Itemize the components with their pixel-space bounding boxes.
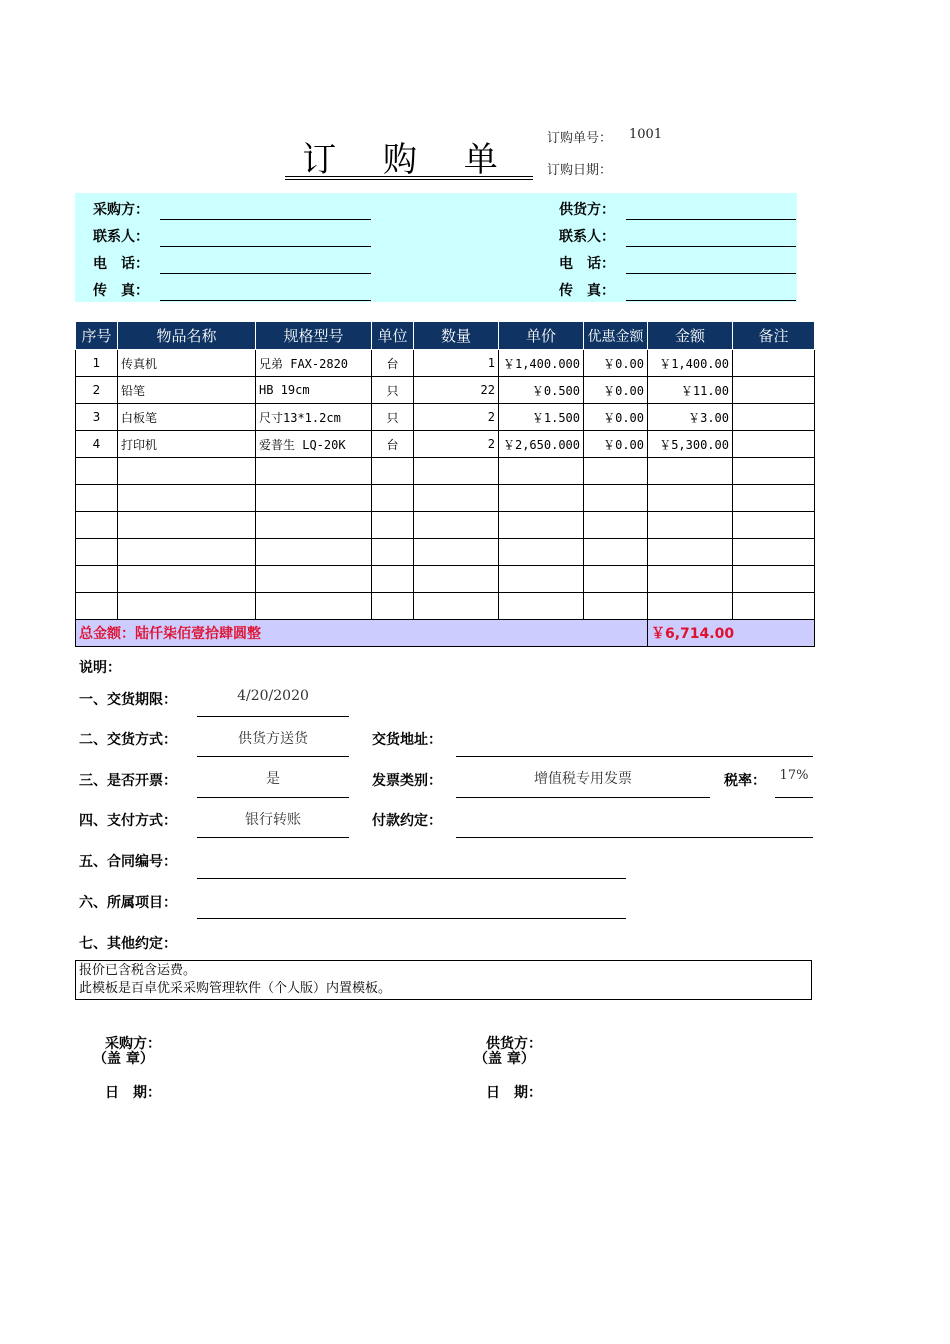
buyer-phone-field[interactable]: [160, 272, 371, 274]
buyer-fax-label: 传 真：: [93, 283, 149, 299]
order-number-label: 订购单号：: [547, 131, 613, 146]
cell-unit-price[interactable]: [499, 566, 584, 593]
delivery-method-label: 二、交货方式：: [79, 732, 177, 748]
col-header-item-name: 物品名称: [118, 322, 256, 350]
contract-number-label: 五、合同编号：: [79, 854, 177, 870]
tax-rate-field[interactable]: 17%: [775, 768, 813, 798]
cell-quantity[interactable]: 22: [414, 377, 499, 404]
sign-buyer-label: 采购方：: [105, 1036, 161, 1052]
cell-remark[interactable]: [733, 539, 815, 566]
cell-item-name[interactable]: 白板笔: [118, 404, 256, 431]
total-amount-value: ￥6,714.00: [648, 620, 815, 647]
cell-item-name[interactable]: [118, 512, 256, 539]
cell-unit[interactable]: [372, 593, 414, 620]
col-header-remark: 备注: [733, 322, 815, 350]
cell-item-name[interactable]: [118, 539, 256, 566]
cell-index[interactable]: [76, 485, 118, 512]
buyer-fax-field[interactable]: [160, 299, 371, 301]
cell-amount[interactable]: ￥5,300.00: [648, 431, 733, 458]
cell-unit-price[interactable]: ￥1.500: [499, 404, 584, 431]
table-row: [76, 566, 815, 593]
col-header-spec: 规格型号: [256, 322, 372, 350]
cell-item-name[interactable]: 传真机: [118, 350, 256, 377]
invoice-type-field[interactable]: 增值税专用发票: [456, 768, 710, 798]
cell-remark[interactable]: [733, 377, 815, 404]
cell-quantity[interactable]: [414, 593, 499, 620]
items-table: [75, 321, 815, 647]
cell-unit[interactable]: 台: [372, 350, 414, 377]
cell-remark[interactable]: [733, 404, 815, 431]
payment-method-label: 四、支付方式：: [79, 813, 177, 829]
cell-item-name[interactable]: [118, 485, 256, 512]
cell-item-name[interactable]: 打印机: [118, 431, 256, 458]
supplier-phone-field[interactable]: [626, 272, 796, 274]
cell-spec[interactable]: [256, 458, 372, 485]
tax-rate-label: 税率：: [724, 773, 766, 789]
cell-index[interactable]: [76, 512, 118, 539]
other-terms-notes[interactable]: [75, 960, 812, 1000]
title-underline-double: [285, 179, 533, 180]
table-row: [76, 512, 815, 539]
cell-spec[interactable]: [256, 485, 372, 512]
buyer-contact-field[interactable]: [160, 245, 371, 247]
payment-method-field[interactable]: 银行转账: [197, 809, 349, 838]
col-header-index: 序号: [76, 322, 118, 350]
cell-quantity[interactable]: 1: [414, 350, 499, 377]
cell-unit[interactable]: [372, 458, 414, 485]
table-row: [76, 404, 815, 431]
col-header-amount: 金额: [648, 322, 733, 350]
supplier-fax-label: 传 真：: [559, 283, 615, 299]
buyer-field[interactable]: [160, 218, 371, 220]
cell-remark[interactable]: [733, 566, 815, 593]
cell-item-name[interactable]: [118, 566, 256, 593]
buyer-phone-label: 电 话：: [93, 256, 149, 272]
cell-unit-price[interactable]: [499, 458, 584, 485]
col-header-unit-price: 单价: [499, 322, 584, 350]
page-title: 订 购 单: [302, 140, 516, 180]
cell-amount[interactable]: [648, 485, 733, 512]
supplier-fax-field[interactable]: [626, 299, 796, 301]
delivery-method-field[interactable]: 供货方送货: [197, 728, 349, 757]
cell-unit-price[interactable]: ￥1,400.000: [499, 350, 584, 377]
supplier-contact-label: 联系人：: [559, 229, 615, 245]
cell-spec[interactable]: 尺寸13*1.2cm: [256, 404, 372, 431]
cell-unit-price[interactable]: [499, 539, 584, 566]
cell-discount[interactable]: ￥0.00: [584, 431, 648, 458]
cell-index[interactable]: [76, 593, 118, 620]
cell-spec[interactable]: [256, 566, 372, 593]
sign-supplier-date-label: 日 期：: [486, 1085, 542, 1101]
payment-terms-field[interactable]: [456, 809, 813, 838]
cell-quantity[interactable]: [414, 458, 499, 485]
invoice-type-label: 发票类别：: [372, 773, 442, 789]
cell-remark[interactable]: [733, 350, 815, 377]
buyer-contact-label: 联系人：: [93, 229, 149, 245]
notes-line-2: 此模板是百卓优采采购管理软件（个人版）内置模板。: [79, 981, 392, 996]
cell-amount[interactable]: [648, 512, 733, 539]
cell-quantity[interactable]: [414, 539, 499, 566]
cell-unit-price[interactable]: [499, 485, 584, 512]
cell-discount[interactable]: [584, 512, 648, 539]
delivery-deadline-label: 一、交货期限：: [79, 692, 177, 708]
order-date-label: 订购日期：: [547, 163, 613, 178]
cell-remark[interactable]: [733, 485, 815, 512]
cell-unit[interactable]: 只: [372, 377, 414, 404]
cell-discount[interactable]: [584, 539, 648, 566]
cell-index[interactable]: 3: [76, 404, 118, 431]
cell-discount[interactable]: [584, 458, 648, 485]
table-row: [76, 350, 815, 377]
cell-index[interactable]: 1: [76, 350, 118, 377]
supplier-field[interactable]: [626, 218, 796, 220]
cell-amount[interactable]: ￥11.00: [648, 377, 733, 404]
cell-unit-price[interactable]: [499, 593, 584, 620]
cell-amount[interactable]: [648, 539, 733, 566]
table-row: [76, 377, 815, 404]
cell-spec[interactable]: [256, 539, 372, 566]
col-header-discount: 优惠金额: [584, 322, 648, 350]
cell-discount[interactable]: [584, 566, 648, 593]
total-row: [76, 620, 815, 647]
cell-discount[interactable]: ￥0.00: [584, 404, 648, 431]
cell-amount[interactable]: ￥3.00: [648, 404, 733, 431]
cell-quantity[interactable]: 2: [414, 404, 499, 431]
delivery-address-label: 交货地址：: [372, 732, 442, 748]
contract-number-field[interactable]: [197, 850, 626, 879]
cell-unit[interactable]: [372, 566, 414, 593]
project-field[interactable]: [197, 890, 626, 919]
cell-discount[interactable]: [584, 485, 648, 512]
supplier-label: 供货方：: [559, 202, 615, 218]
cell-remark[interactable]: [733, 458, 815, 485]
cell-spec[interactable]: [256, 593, 372, 620]
cell-item-name[interactable]: [118, 593, 256, 620]
cell-amount[interactable]: [648, 593, 733, 620]
cell-spec[interactable]: HB 19cm: [256, 377, 372, 404]
cell-unit[interactable]: 台: [372, 431, 414, 458]
cell-amount[interactable]: ￥1,400.00: [648, 350, 733, 377]
sign-buyer-seal: （盖 章）: [93, 1051, 154, 1067]
cell-spec[interactable]: 爱普生 LQ-20K: [256, 431, 372, 458]
delivery-deadline-field[interactable]: 4/20/2020: [197, 688, 349, 717]
cell-spec[interactable]: [256, 512, 372, 539]
sign-supplier-seal: （盖 章）: [474, 1051, 535, 1067]
total-amount-words: 总金额：陆仟柒佰壹拾肆圆整: [76, 620, 648, 647]
cell-index[interactable]: 2: [76, 377, 118, 404]
cell-quantity[interactable]: [414, 485, 499, 512]
buyer-label: 采购方：: [93, 202, 149, 218]
project-label: 六、所属项目：: [79, 895, 177, 911]
terms-heading: 说明：: [79, 660, 121, 676]
table-row: [76, 539, 815, 566]
cell-index[interactable]: [76, 566, 118, 593]
table-row: [76, 431, 815, 458]
supplier-contact-field[interactable]: [626, 245, 796, 247]
notes-line-1: 报价已含税含运费。: [79, 963, 197, 978]
other-terms-label: 七、其他约定：: [79, 936, 177, 952]
cell-unit-price[interactable]: ￥0.500: [499, 377, 584, 404]
invoice-field[interactable]: 是: [197, 768, 349, 798]
cell-amount[interactable]: [648, 458, 733, 485]
cell-unit[interactable]: [372, 485, 414, 512]
sign-buyer-date-label: 日 期：: [105, 1085, 161, 1101]
cell-remark[interactable]: [733, 593, 815, 620]
cell-discount[interactable]: [584, 593, 648, 620]
cell-unit[interactable]: [372, 512, 414, 539]
col-header-unit: 单位: [372, 322, 414, 350]
table-header-row: [76, 322, 815, 350]
cell-amount[interactable]: [648, 566, 733, 593]
cell-unit-price[interactable]: [499, 512, 584, 539]
cell-index[interactable]: [76, 458, 118, 485]
cell-remark[interactable]: [733, 512, 815, 539]
cell-item-name[interactable]: 铅笔: [118, 377, 256, 404]
table-row: [76, 593, 815, 620]
cell-discount[interactable]: ￥0.00: [584, 350, 648, 377]
cell-spec[interactable]: 兄弟 FAX-2820: [256, 350, 372, 377]
payment-terms-label: 付款约定：: [372, 813, 442, 829]
supplier-phone-label: 电 话：: [559, 256, 615, 272]
col-header-quantity: 数量: [414, 322, 499, 350]
order-number-value[interactable]: 1001: [629, 127, 663, 142]
invoice-label: 三、是否开票：: [79, 773, 177, 789]
cell-remark[interactable]: [733, 431, 815, 458]
title-underline: [285, 176, 533, 177]
cell-quantity[interactable]: [414, 566, 499, 593]
cell-index[interactable]: 4: [76, 431, 118, 458]
cell-unit[interactable]: 只: [372, 404, 414, 431]
cell-quantity[interactable]: [414, 512, 499, 539]
cell-unit[interactable]: [372, 539, 414, 566]
delivery-address-field[interactable]: [456, 728, 813, 757]
table-row: [76, 458, 815, 485]
sign-supplier-label: 供货方：: [486, 1036, 542, 1052]
cell-discount[interactable]: ￥0.00: [584, 377, 648, 404]
table-row: [76, 485, 815, 512]
cell-quantity[interactable]: 2: [414, 431, 499, 458]
cell-index[interactable]: [76, 539, 118, 566]
cell-unit-price[interactable]: ￥2,650.000: [499, 431, 584, 458]
cell-item-name[interactable]: [118, 458, 256, 485]
party-info-box: [75, 193, 797, 302]
